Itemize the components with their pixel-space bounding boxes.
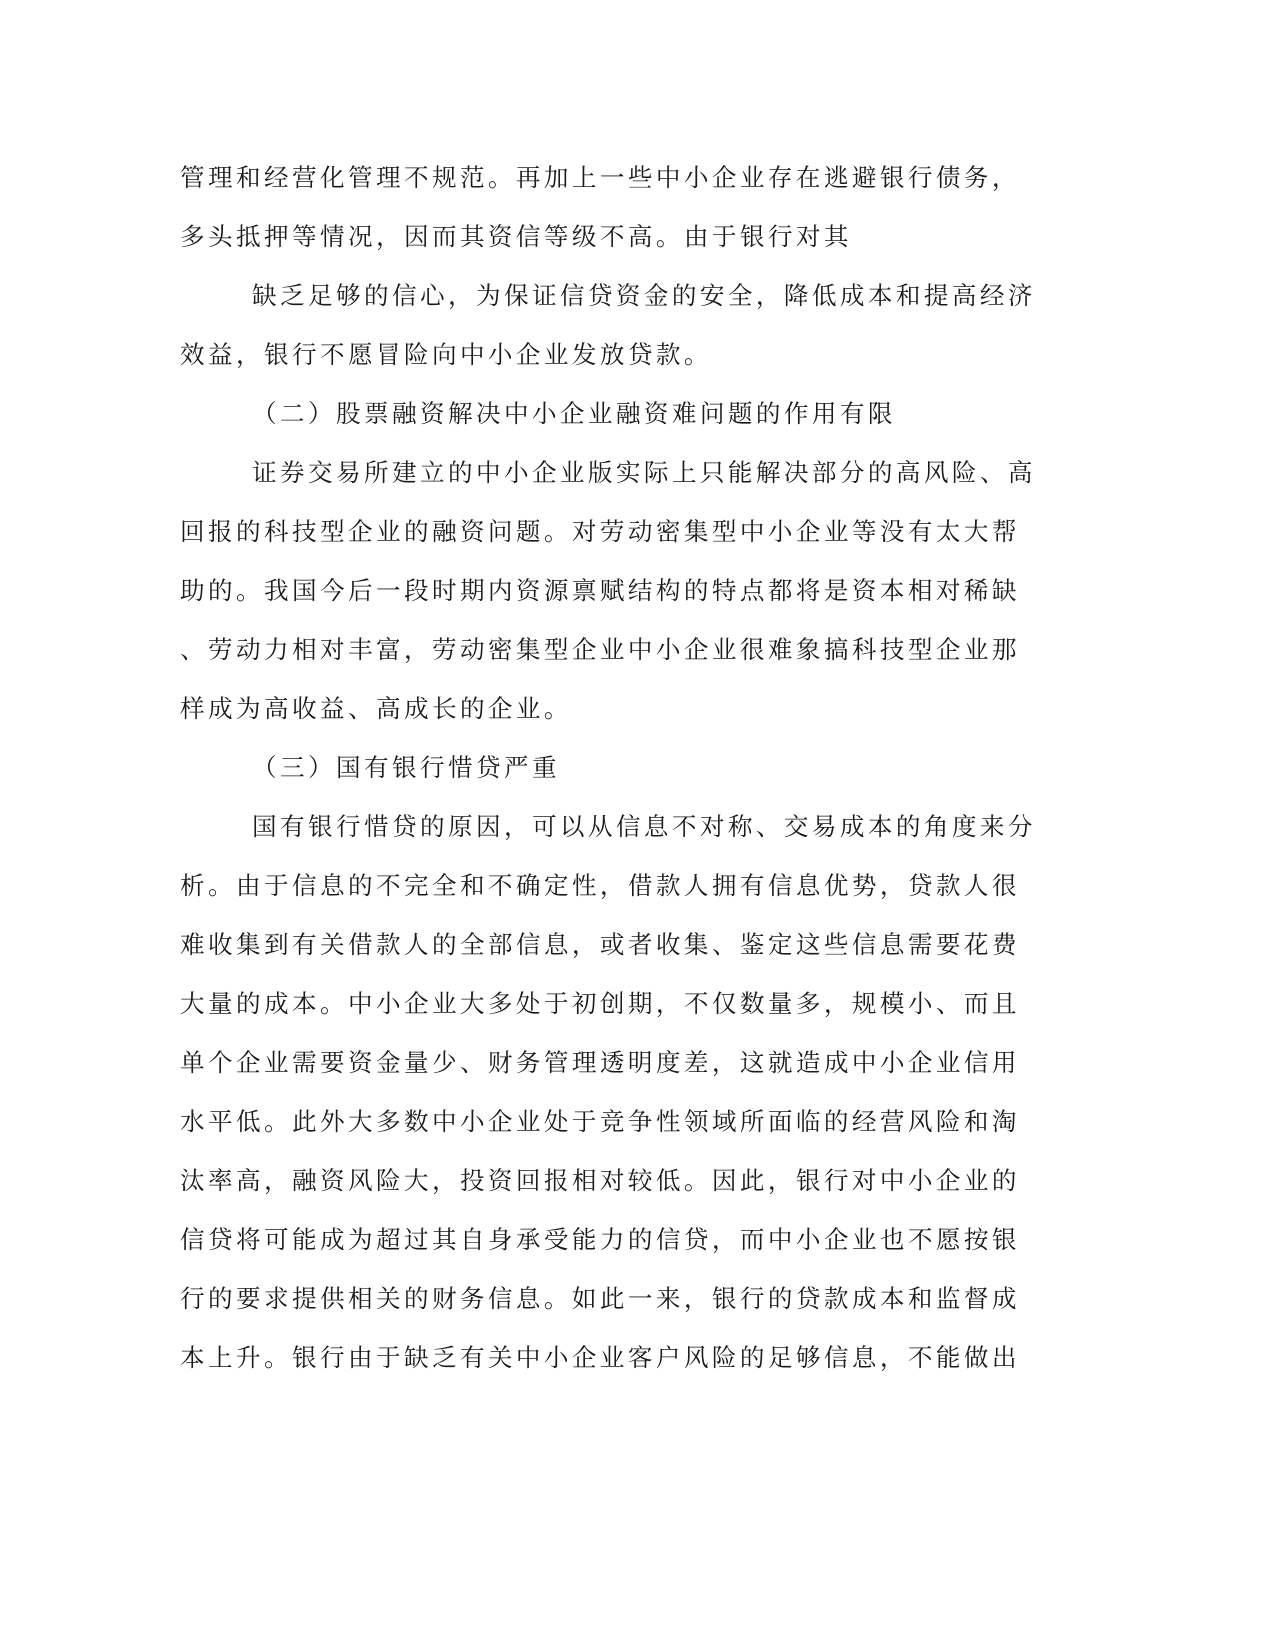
paragraph-first-line: 证券交易所建立的中小企业版实际上只能解决部分的高风险、高 xyxy=(252,458,1036,487)
body-text-line: 汰率高，融资风险大，投资回报相对较低。因此，银行对中小企业的 xyxy=(180,1166,1020,1195)
paragraph-first-line: 缺乏足够的信心，为保证信贷资金的安全，降低成本和提高经济 xyxy=(252,281,1036,310)
body-text-line: 难收集到有关借款人的全部信息，或者收集、鉴定这些信息需要花费 xyxy=(180,930,1020,959)
body-text-line: 析。由于信息的不完全和不确定性，借款人拥有信息优势，贷款人很 xyxy=(180,871,1020,900)
body-text-line: 单个企业需要资金量少、财务管理透明度差，这就造成中小企业信用 xyxy=(180,1048,1020,1077)
body-text-line: 多头抵押等情况，因而其资信等级不高。由于银行对其 xyxy=(180,222,852,251)
body-text-line: 回报的科技型企业的融资问题。对劳动密集型中小企业等没有太大帮 xyxy=(180,517,1020,546)
body-text-line: 大量的成本。中小企业大多处于初创期，不仅数量多，规模小、而且 xyxy=(180,989,1020,1018)
body-text-line: 、劳动力相对丰富，劳动密集型企业中小企业很难象搞科技型企业那 xyxy=(180,635,1020,664)
body-text-line: 管理和经营化管理不规范。再加上一些中小企业存在逃避银行债务， xyxy=(180,163,1020,192)
body-text-line: 样成为高收益、高成长的企业。 xyxy=(180,694,572,723)
body-text-line: 水平低。此外大多数中小企业处于竞争性领域所面临的经营风险和淘 xyxy=(180,1107,1020,1136)
body-text-line: 信贷将可能成为超过其自身承受能力的信贷，而中小企业也不愿按银 xyxy=(180,1225,1020,1254)
section-heading: （三）国有银行惜贷严重 xyxy=(252,753,560,782)
body-text-line: 效益，银行不愿冒险向中小企业发放贷款。 xyxy=(180,340,712,369)
section-heading: （二）股票融资解决中小企业融资难问题的作用有限 xyxy=(252,399,896,428)
body-text-line: 本上升。银行由于缺乏有关中小企业客户风险的足够信息，不能做出 xyxy=(180,1343,1020,1372)
body-text-line: 助的。我国今后一段时期内资源禀赋结构的特点都将是资本相对稀缺 xyxy=(180,576,1020,605)
paragraph-first-line: 国有银行惜贷的原因，可以从信息不对称、交易成本的角度来分 xyxy=(252,812,1036,841)
body-text-line: 行的要求提供相关的财务信息。如此一来，银行的贷款成本和监督成 xyxy=(180,1284,1020,1313)
